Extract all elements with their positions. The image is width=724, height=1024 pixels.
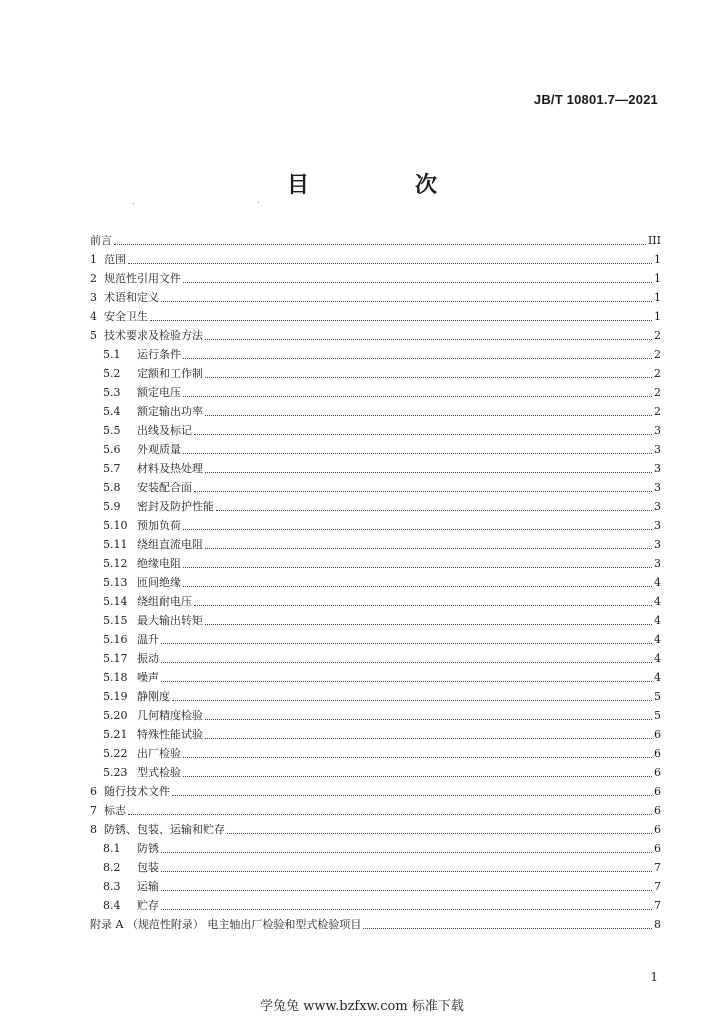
toc-entry[interactable] xyxy=(90,742,661,761)
toc-entry-page: 6 xyxy=(654,766,661,779)
toc-entry-page: 2 xyxy=(654,348,661,361)
watermark-text: 学兔兔 www.bzfxw.com 标准下载 xyxy=(260,999,464,1014)
toc-entry-page: 3 xyxy=(654,443,661,456)
dot-leader xyxy=(205,719,652,720)
toc-entry-page: 2 xyxy=(654,405,661,418)
toc-entry[interactable] xyxy=(90,704,661,723)
toc-entry-title: 防锈 xyxy=(137,842,159,855)
scan-speck xyxy=(133,203,134,204)
toc-entry-title: 定额和工作制 xyxy=(137,367,203,380)
toc-entry-page: III xyxy=(647,234,661,247)
toc-entry-title: 外观质量 xyxy=(137,443,181,456)
toc-entry[interactable] xyxy=(90,400,661,419)
toc-entry-number: 5.4 xyxy=(103,405,121,418)
toc-entry[interactable] xyxy=(90,913,661,932)
toc-entry-title: 密封及防护性能 xyxy=(137,500,214,513)
toc-entry-page: 8 xyxy=(654,918,661,931)
toc-entry[interactable] xyxy=(90,875,661,894)
dot-leader xyxy=(161,852,652,853)
dot-leader xyxy=(161,909,652,910)
toc-entry-number: 5.7 xyxy=(103,462,121,475)
toc-entry-page: 1 xyxy=(654,291,661,304)
dot-leader xyxy=(183,567,652,568)
toc-entry-title: 最大输出转矩 xyxy=(137,614,203,627)
toc-entry[interactable] xyxy=(90,571,661,590)
toc-entry[interactable] xyxy=(90,495,661,514)
toc-entry-title: 随行技术文件 xyxy=(104,785,170,798)
toc-entry[interactable] xyxy=(90,533,661,552)
dot-leader xyxy=(183,282,652,283)
toc-entry[interactable] xyxy=(90,799,661,818)
toc-entry-number: 5.19 xyxy=(103,690,128,703)
dot-leader xyxy=(183,757,652,758)
toc-entry-number: 8 xyxy=(90,823,97,836)
toc-entry-page: 6 xyxy=(654,804,661,817)
toc-entry-title: 前言 xyxy=(90,234,112,247)
toc-entry-title: 防锈、包装、运输和贮存 xyxy=(104,823,225,836)
toc-entry-number: 2 xyxy=(90,272,97,285)
toc-entry-title: 噪声 xyxy=(137,671,159,684)
dot-leader xyxy=(172,700,652,701)
dot-leader xyxy=(183,358,652,359)
toc-entry[interactable] xyxy=(90,628,661,647)
toc-entry-page: 4 xyxy=(654,614,661,627)
toc-entry-title: 温升 xyxy=(137,633,159,646)
toc-entry-number: 5.3 xyxy=(103,386,121,399)
toc-entry-page: 6 xyxy=(654,842,661,855)
dot-leader xyxy=(205,415,652,416)
toc-entry[interactable] xyxy=(90,818,661,837)
toc-entry-page: 1 xyxy=(654,272,661,285)
toc-entry-page: 5 xyxy=(654,709,661,722)
dot-leader xyxy=(183,586,652,587)
toc-entry-title: 术语和定义 xyxy=(104,291,159,304)
toc-entry[interactable] xyxy=(90,514,661,533)
toc-entry-number: 3 xyxy=(90,291,97,304)
toc-entry-number: 5.9 xyxy=(103,500,121,513)
toc-entry-page: 2 xyxy=(654,367,661,380)
toc-entry-title: 绕组耐电压 xyxy=(137,595,192,608)
toc-entry-title: 额定输出功率 xyxy=(137,405,203,418)
toc-entry-page: 4 xyxy=(654,576,661,589)
dot-leader xyxy=(205,624,652,625)
toc-entry[interactable] xyxy=(90,248,661,267)
toc-entry-title: 范围 xyxy=(104,253,126,266)
toc-entry-page: 4 xyxy=(654,633,661,646)
toc-entry-title: 安装配合面 xyxy=(137,481,192,494)
toc-entry[interactable] xyxy=(90,419,661,438)
dot-leader xyxy=(363,928,652,929)
toc-entry-title: 几何精度检验 xyxy=(137,709,203,722)
toc-entry-title: 标志 xyxy=(104,804,126,817)
toc-entry-page: 7 xyxy=(654,861,661,874)
toc-entry[interactable] xyxy=(90,685,661,704)
toc-entry-title: 附录 A （规范性附录） 电主轴出厂检验和型式检验项目 xyxy=(90,918,362,931)
toc-entry[interactable] xyxy=(90,856,661,875)
toc-entry[interactable] xyxy=(90,837,661,856)
toc-entry-page: 6 xyxy=(654,785,661,798)
toc-entry-number: 5.5 xyxy=(103,424,121,437)
dot-leader xyxy=(161,681,652,682)
toc-entry[interactable] xyxy=(90,761,661,780)
toc-entry-number: 5.11 xyxy=(103,538,128,551)
toc-entry-title: 预加负荷 xyxy=(137,519,181,532)
toc-entry-number: 5.8 xyxy=(103,481,121,494)
standard-code: JB/T 10801.7—2021 xyxy=(533,92,658,107)
toc-entry-title: 安全卫生 xyxy=(104,310,148,323)
toc-entry[interactable] xyxy=(90,609,661,628)
toc-entry[interactable] xyxy=(90,381,661,400)
dot-leader xyxy=(183,453,652,454)
toc-entry[interactable] xyxy=(90,305,661,324)
toc-entry-number: 5.6 xyxy=(103,443,121,456)
toc-entry-page: 3 xyxy=(654,538,661,551)
toc-entry[interactable] xyxy=(90,723,661,742)
toc-entry-page: 3 xyxy=(654,424,661,437)
toc-entry[interactable] xyxy=(90,647,661,666)
toc-entry-number: 5.23 xyxy=(103,766,128,779)
toc-entry-number: 5.13 xyxy=(103,576,128,589)
toc-entry-title: 匝间绝缘 xyxy=(137,576,181,589)
toc-entry-number: 1 xyxy=(90,253,97,266)
toc-entry-number: 5.2 xyxy=(103,367,121,380)
dot-leader xyxy=(194,605,652,606)
toc-entry[interactable] xyxy=(90,590,661,609)
toc-entry-page: 1 xyxy=(654,253,661,266)
page-number: 1 xyxy=(650,970,658,984)
toc-entry-page: 7 xyxy=(654,899,661,912)
toc-entry-title: 绕组直流电阻 xyxy=(137,538,203,551)
dot-leader xyxy=(114,244,646,245)
dot-leader xyxy=(227,833,652,834)
toc-entry-page: 4 xyxy=(654,595,661,608)
dot-leader xyxy=(161,662,652,663)
toc-entry-number: 5.20 xyxy=(103,709,128,722)
toc-entry-number: 5.14 xyxy=(103,595,128,608)
toc-entry-number: 4 xyxy=(90,310,97,323)
dot-leader xyxy=(161,890,652,891)
toc-entry-title: 运输 xyxy=(137,880,159,893)
toc-entry-title: 包装 xyxy=(137,861,159,874)
toc-entry[interactable] xyxy=(90,229,661,248)
toc-entry[interactable] xyxy=(90,666,661,685)
dot-leader xyxy=(194,491,652,492)
dot-leader xyxy=(128,263,652,264)
toc-entry-title: 出厂检验 xyxy=(137,747,181,760)
dot-leader xyxy=(194,434,652,435)
toc-entry-page: 2 xyxy=(654,386,661,399)
toc-entry-title: 材料及热处理 xyxy=(137,462,203,475)
toc-entry-number: 5.12 xyxy=(103,557,128,570)
toc-entry-number: 5.10 xyxy=(103,519,128,532)
toc-entry-number: 5.17 xyxy=(103,652,128,665)
toc-entry[interactable] xyxy=(90,362,661,381)
toc-entry-page: 3 xyxy=(654,481,661,494)
table-of-contents xyxy=(90,229,661,932)
toc-entry-number: 7 xyxy=(90,804,97,817)
toc-entry-title: 绝缘电阻 xyxy=(137,557,181,570)
toc-entry-number: 8.2 xyxy=(103,861,121,874)
toc-entry[interactable] xyxy=(90,552,661,571)
toc-entry-page: 3 xyxy=(654,519,661,532)
toc-entry-page: 1 xyxy=(654,310,661,323)
dot-leader xyxy=(172,795,652,796)
toc-entry-page: 4 xyxy=(654,671,661,684)
toc-entry[interactable] xyxy=(90,780,661,799)
toc-entry-title: 规范性引用文件 xyxy=(104,272,181,285)
toc-entry-page: 6 xyxy=(654,747,661,760)
toc-entry-page: 6 xyxy=(654,823,661,836)
dot-leader xyxy=(128,814,652,815)
dot-leader xyxy=(150,320,652,321)
toc-entry-number: 5.1 xyxy=(103,348,121,361)
dot-leader xyxy=(216,510,652,511)
toc-entry[interactable] xyxy=(90,476,661,495)
toc-entry[interactable] xyxy=(90,894,661,913)
toc-entry-title: 静刚度 xyxy=(137,690,170,703)
toc-entry[interactable] xyxy=(90,286,661,305)
toc-entry[interactable] xyxy=(90,343,661,362)
toc-entry-title: 振动 xyxy=(137,652,159,665)
scan-speck xyxy=(258,202,259,203)
toc-entry-page: 4 xyxy=(654,652,661,665)
toc-entry-page: 7 xyxy=(654,880,661,893)
toc-entry-title: 额定电压 xyxy=(137,386,181,399)
toc-entry-title: 运行条件 xyxy=(137,348,181,361)
toc-entry-title: 特殊性能试验 xyxy=(137,728,203,741)
toc-entry[interactable] xyxy=(90,438,661,457)
dot-leader xyxy=(205,738,652,739)
dot-leader xyxy=(183,529,652,530)
dot-leader xyxy=(161,871,652,872)
dot-leader xyxy=(183,776,652,777)
toc-entry-number: 5.22 xyxy=(103,747,128,760)
dot-leader xyxy=(205,548,652,549)
toc-entry[interactable] xyxy=(90,267,661,286)
toc-entry[interactable] xyxy=(90,324,661,343)
toc-entry-page: 3 xyxy=(654,462,661,475)
toc-entry-title: 贮存 xyxy=(137,899,159,912)
toc-entry-number: 5.16 xyxy=(103,633,128,646)
toc-entry-number: 8.1 xyxy=(103,842,121,855)
toc-entry-page: 2 xyxy=(654,329,661,342)
toc-entry-number: 8.3 xyxy=(103,880,121,893)
toc-entry[interactable] xyxy=(90,457,661,476)
toc-entry-number: 5.21 xyxy=(103,728,128,741)
toc-entry-page: 6 xyxy=(654,728,661,741)
toc-entry-number: 8.4 xyxy=(103,899,121,912)
toc-entry-title: 技术要求及检验方法 xyxy=(104,329,203,342)
dot-leader xyxy=(183,396,652,397)
toc-entry-page: 5 xyxy=(654,690,661,703)
toc-entry-number: 5.18 xyxy=(103,671,128,684)
toc-entry-title: 出线及标记 xyxy=(137,424,192,437)
toc-entry-number: 6 xyxy=(90,785,97,798)
toc-entry-page: 3 xyxy=(654,500,661,513)
dot-leader xyxy=(161,643,652,644)
toc-entry-title: 型式检验 xyxy=(137,766,181,779)
toc-entry-number: 5 xyxy=(90,329,97,342)
dot-leader xyxy=(205,472,652,473)
dot-leader xyxy=(205,339,652,340)
toc-entry-page: 3 xyxy=(654,557,661,570)
dot-leader xyxy=(205,377,652,378)
page-title: 目 次 xyxy=(286,172,479,198)
dot-leader xyxy=(161,301,652,302)
toc-entry-number: 5.15 xyxy=(103,614,128,627)
